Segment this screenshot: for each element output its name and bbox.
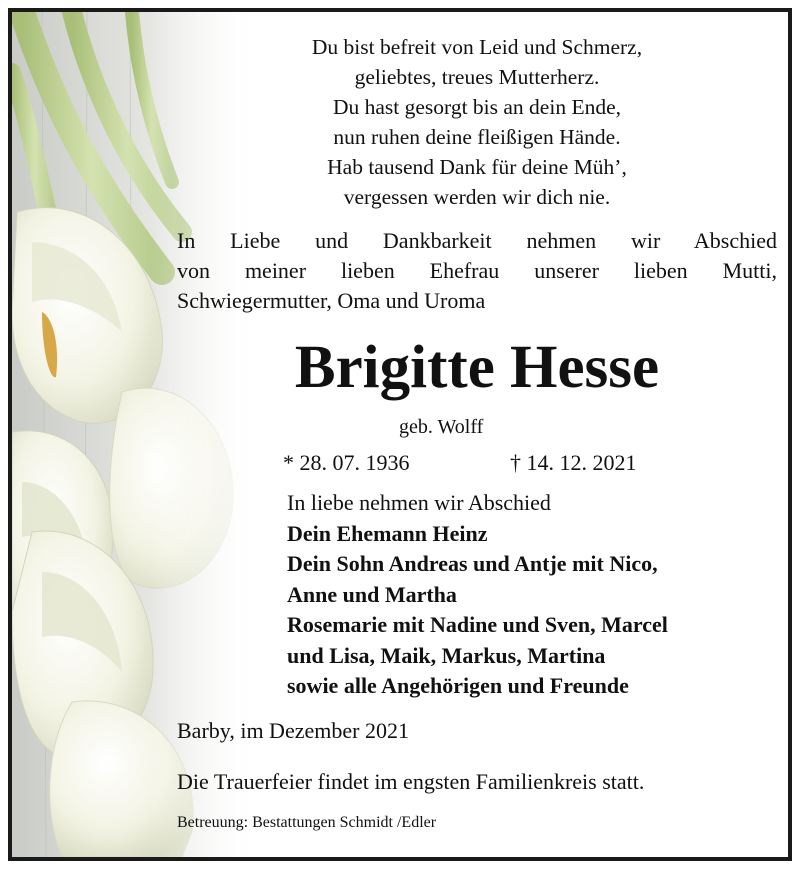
poem-line: geliebtes, treues Mutterherz. <box>354 65 600 89</box>
memorial-poem <box>177 32 777 212</box>
mourner-line: Anne und Martha <box>287 581 457 607</box>
intro-line: In Liebe und Dankbarkeit nehmen wir Abschied <box>177 228 777 253</box>
poem-line: nun ruhen deine fleißigen Hände. <box>333 125 621 149</box>
obituary-notice <box>8 8 792 861</box>
birth-name: geb. Wolff <box>399 416 484 438</box>
poem-line: Hab tausend Dank für deine Müh’, <box>327 155 627 179</box>
intro-line: von meiner lieben Ehefrau unserer lieben Mutti, <box>177 258 777 283</box>
death-date: † 14. 12. 2021 <box>510 450 637 475</box>
intro-line: Schwiegermutter, Oma und Uroma <box>177 288 486 313</box>
poem-line: Du hast gesorgt bis an dein Ende, <box>332 95 621 119</box>
funeral-home-note: Betreuung: Bestattungen Schmidt /Edler <box>177 814 437 831</box>
deceased-name: Brigitte Hesse <box>294 334 660 401</box>
mourner-line: sowie alle Angehörigen und Freunde <box>287 673 629 698</box>
mourner-line: und Lisa, Maik, Markus, Martina <box>287 642 606 668</box>
mourner-line: Dein Sohn Andreas und Antje mit Nico, <box>287 551 658 576</box>
mourners-list <box>287 488 668 702</box>
poem-line: Du bist befreit von Leid und Schmerz, <box>311 35 643 59</box>
place-and-date: Barby, im Dezember 2021 <box>177 718 409 743</box>
mourners-intro: In liebe nehmen wir Abschied <box>287 490 551 515</box>
poem-line: vergessen werden wir dich nie. <box>343 185 611 209</box>
notice-text <box>177 12 777 857</box>
mourner-line: Dein Ehemann Heinz <box>287 520 488 546</box>
mourner-line: Rosemarie mit Nadine und Sven, Marcel <box>287 612 668 637</box>
birth-date: * 28. 07. 1936 <box>283 450 410 475</box>
funeral-note: Die Trauerfeier findet im engsten Familienkreis statt. <box>177 769 645 794</box>
farewell-intro <box>177 226 777 316</box>
